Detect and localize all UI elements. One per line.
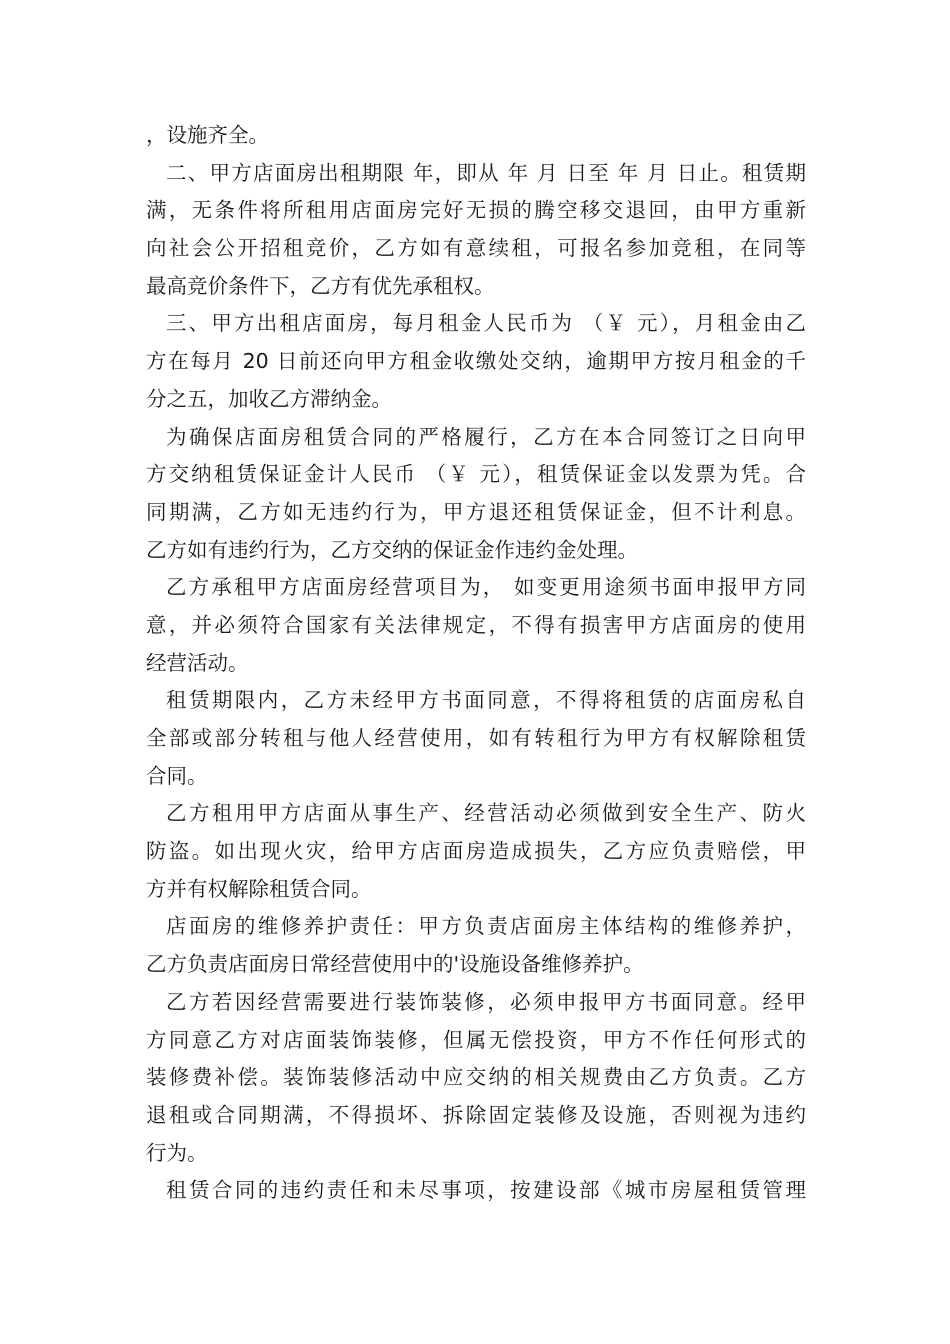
text-line: 租赁合同的违约责任和未尽事项，按建设部《城市房屋租赁管理 [166, 1178, 806, 1203]
text-line: 经营活动。 [146, 650, 249, 675]
text-line: 三、甲方出租店面房，每月租金人民币为 （￥ 元），月租金由乙 [166, 311, 806, 336]
text-line: 为确保店面房租赁合同的严格履行，乙方在本合同签订之日向甲 [166, 424, 806, 449]
text-line: 合同。 [146, 763, 208, 788]
text-line: 方同意乙方对店面装饰装修，但属无偿投资，甲方不作任何形式的 [146, 1027, 806, 1052]
text-line: 租赁期限内，乙方未经甲方书面同意，不得将租赁的店面房私自 [166, 688, 806, 713]
paragraph-deposit [146, 419, 806, 570]
text-line: 全部或部分转租与他人经营使用，如有转租行为甲方有权解除租赁 [146, 726, 806, 750]
text-line: 店面房的维修养护责任：甲方负责店面房主体结构的维修养护， [166, 914, 806, 939]
text-line: 最高竞价条件下，乙方有优先承租权。 [146, 273, 495, 298]
text-line: 乙方负责店面房日常经营使用中的'设施设备维修养护。 [146, 952, 644, 977]
paragraph-decoration [146, 984, 806, 1172]
paragraph-rent [146, 305, 806, 418]
text-line: 满，无条件将所租用店面房完好无损的腾空移交退回，由甲方重新 [146, 198, 806, 223]
text-line: 方交纳租赁保证金计人民币 （￥ 元），租赁保证金以发票为凭。合 [146, 462, 806, 487]
text-line: 方在每月 20 日前还向甲方租金收缴处交纳，逾期甲方按月租金的千 [146, 349, 806, 374]
text-line: 乙方如有违约行为，乙方交纳的保证金作违约金处理。 [146, 537, 638, 562]
text-line: 同期满，乙方如无违约行为，甲方退还租赁保证金，但不计利息。 [146, 499, 806, 524]
text-line: 乙方租用甲方店面从事生产、经营活动必须做到安全生产、防火 [166, 801, 806, 826]
document-body [146, 117, 806, 1210]
text-line: ，设施齐全。 [146, 123, 269, 147]
text-line: 乙方若因经营需要进行装饰装修，必须申报甲方书面同意。经甲 [166, 989, 806, 1014]
paragraph-lease-term [146, 155, 806, 306]
text-line: 分之五，加收乙方滞纳金。 [146, 386, 392, 411]
text-line: 行为。 [146, 1140, 208, 1165]
text-line: 二、甲方店面房出租期限 年，即从 年 月 日至 年 月 日止。租赁期 [166, 160, 806, 185]
text-line: 装修费补偿。装饰装修活动中应交纳的相关规费由乙方负责。乙方 [146, 1065, 806, 1090]
text-line: 防盗。如出现火灾，给甲方店面房造成损失，乙方应负责赔偿，甲 [146, 839, 806, 864]
paragraph-safety [146, 795, 806, 908]
text-line: 退租或合同期满，不得损坏、拆除固定装修及设施，否则视为违约 [146, 1102, 806, 1127]
paragraph-business-scope [146, 569, 806, 682]
paragraph-facilities [146, 117, 806, 155]
paragraph-maintenance [146, 908, 806, 983]
paragraph-liability [146, 1172, 806, 1210]
text-line: 向社会公开招租竞价，乙方如有意续租，可报名参加竞租，在同等 [146, 236, 806, 261]
text-line: 方并有权解除租赁合同。 [146, 876, 372, 901]
paragraph-sublease [146, 682, 806, 795]
text-line: 意，并必须符合国家有关法律规定，不得有损害甲方店面房的使用 [146, 612, 806, 637]
text-line: 乙方承租甲方店面房经营项目为， 如变更用途须书面申报甲方同 [166, 575, 806, 600]
